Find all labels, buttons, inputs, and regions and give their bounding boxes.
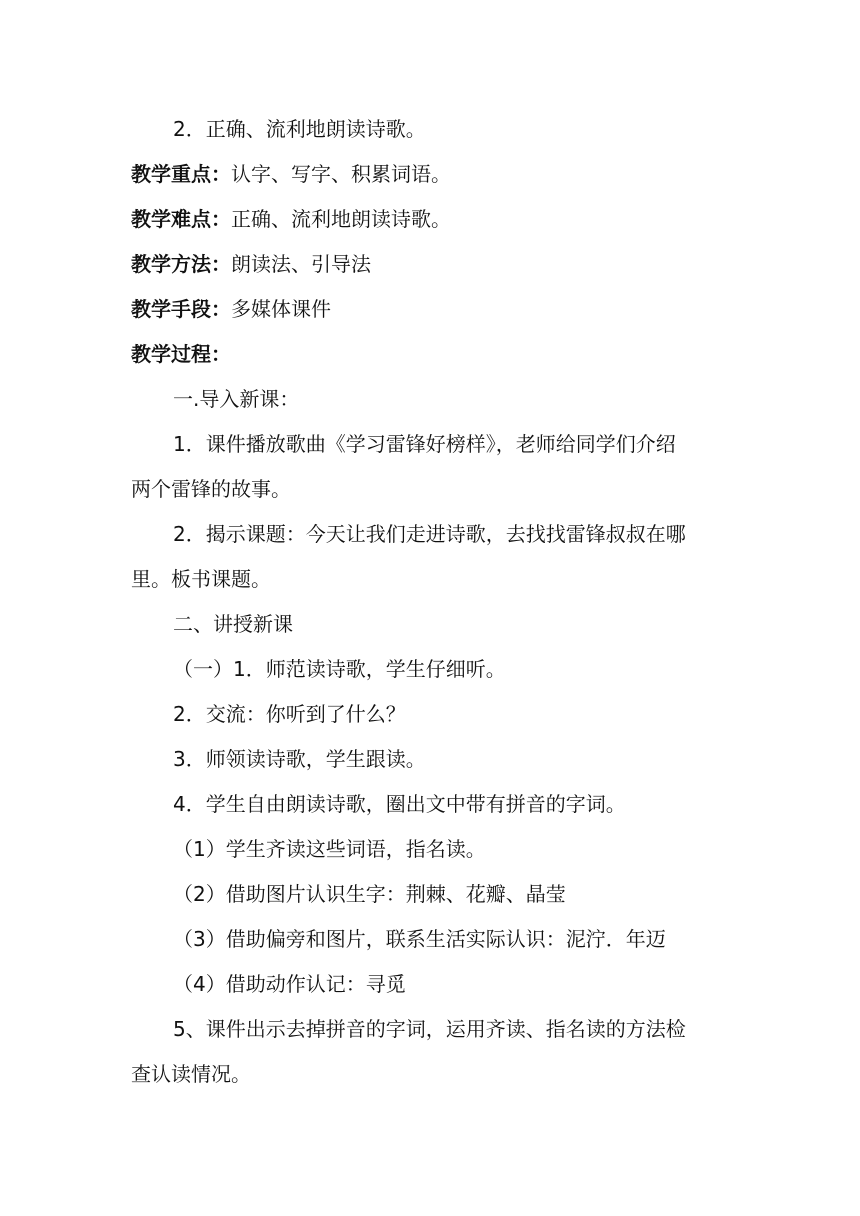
- methods-text: 朗读法、引导法: [231, 252, 371, 276]
- step-1-line: 1．课件播放歌曲《学习雷锋好榜样》，老师给同学们介绍: [173, 432, 676, 456]
- process-label: 教学过程：: [131, 342, 231, 366]
- substep-5-continuation: 查认读情况。: [131, 1062, 251, 1086]
- means-line: [131, 295, 731, 323]
- means-label: 教学手段：: [131, 297, 231, 321]
- methods-line: [131, 250, 731, 278]
- section-2-heading: 二、讲授新课: [173, 612, 293, 636]
- substep-3-line: 3．师领读诗歌，学生跟读。: [173, 747, 426, 771]
- means-text: 多媒体课件: [231, 297, 331, 321]
- item-3-line: （3）借助偏旁和图片，联系生活实际认识：泥泞．年迈: [173, 927, 666, 951]
- item-4-line: （4）借助动作认记：寻觅: [173, 972, 406, 996]
- item-2-line: （2）借助图片认识生字：荆棘、花瓣、晶莹: [173, 882, 566, 906]
- process-heading: [131, 340, 731, 368]
- objective-2-line: 2．正确、流利地朗读诗歌。: [173, 117, 426, 141]
- substep-4-line: 4．学生自由朗读诗歌，圈出文中带有拼音的字词。: [173, 792, 626, 816]
- difficulties-line: [131, 205, 731, 233]
- substep-2-line: 2．交流：你听到了什么？: [173, 702, 406, 726]
- step-2-line: 2．揭示课题：今天让我们走进诗歌，去找找雷锋叔叔在哪: [173, 522, 686, 546]
- item-1-line: （1）学生齐读这些词语，指名读。: [173, 837, 486, 861]
- key-points-line: [131, 160, 731, 188]
- methods-label: 教学方法：: [131, 252, 231, 276]
- substep-5-line: 5、课件出示去掉拼音的字词，运用齐读、指名读的方法检: [173, 1017, 686, 1041]
- key-points-text: 认字、写字、积累词语。: [231, 162, 451, 186]
- difficulties-text: 正确、流利地朗读诗歌。: [231, 207, 451, 231]
- section-1-heading: 一.导入新课：: [173, 387, 300, 411]
- step-2-continuation: 里。板书课题。: [131, 567, 271, 591]
- key-points-label: 教学重点：: [131, 162, 231, 186]
- step-1-continuation: 两个雷锋的故事。: [131, 477, 291, 501]
- difficulties-label: 教学难点：: [131, 207, 231, 231]
- substep-1-line: （一）1．师范读诗歌，学生仔细听。: [173, 657, 506, 681]
